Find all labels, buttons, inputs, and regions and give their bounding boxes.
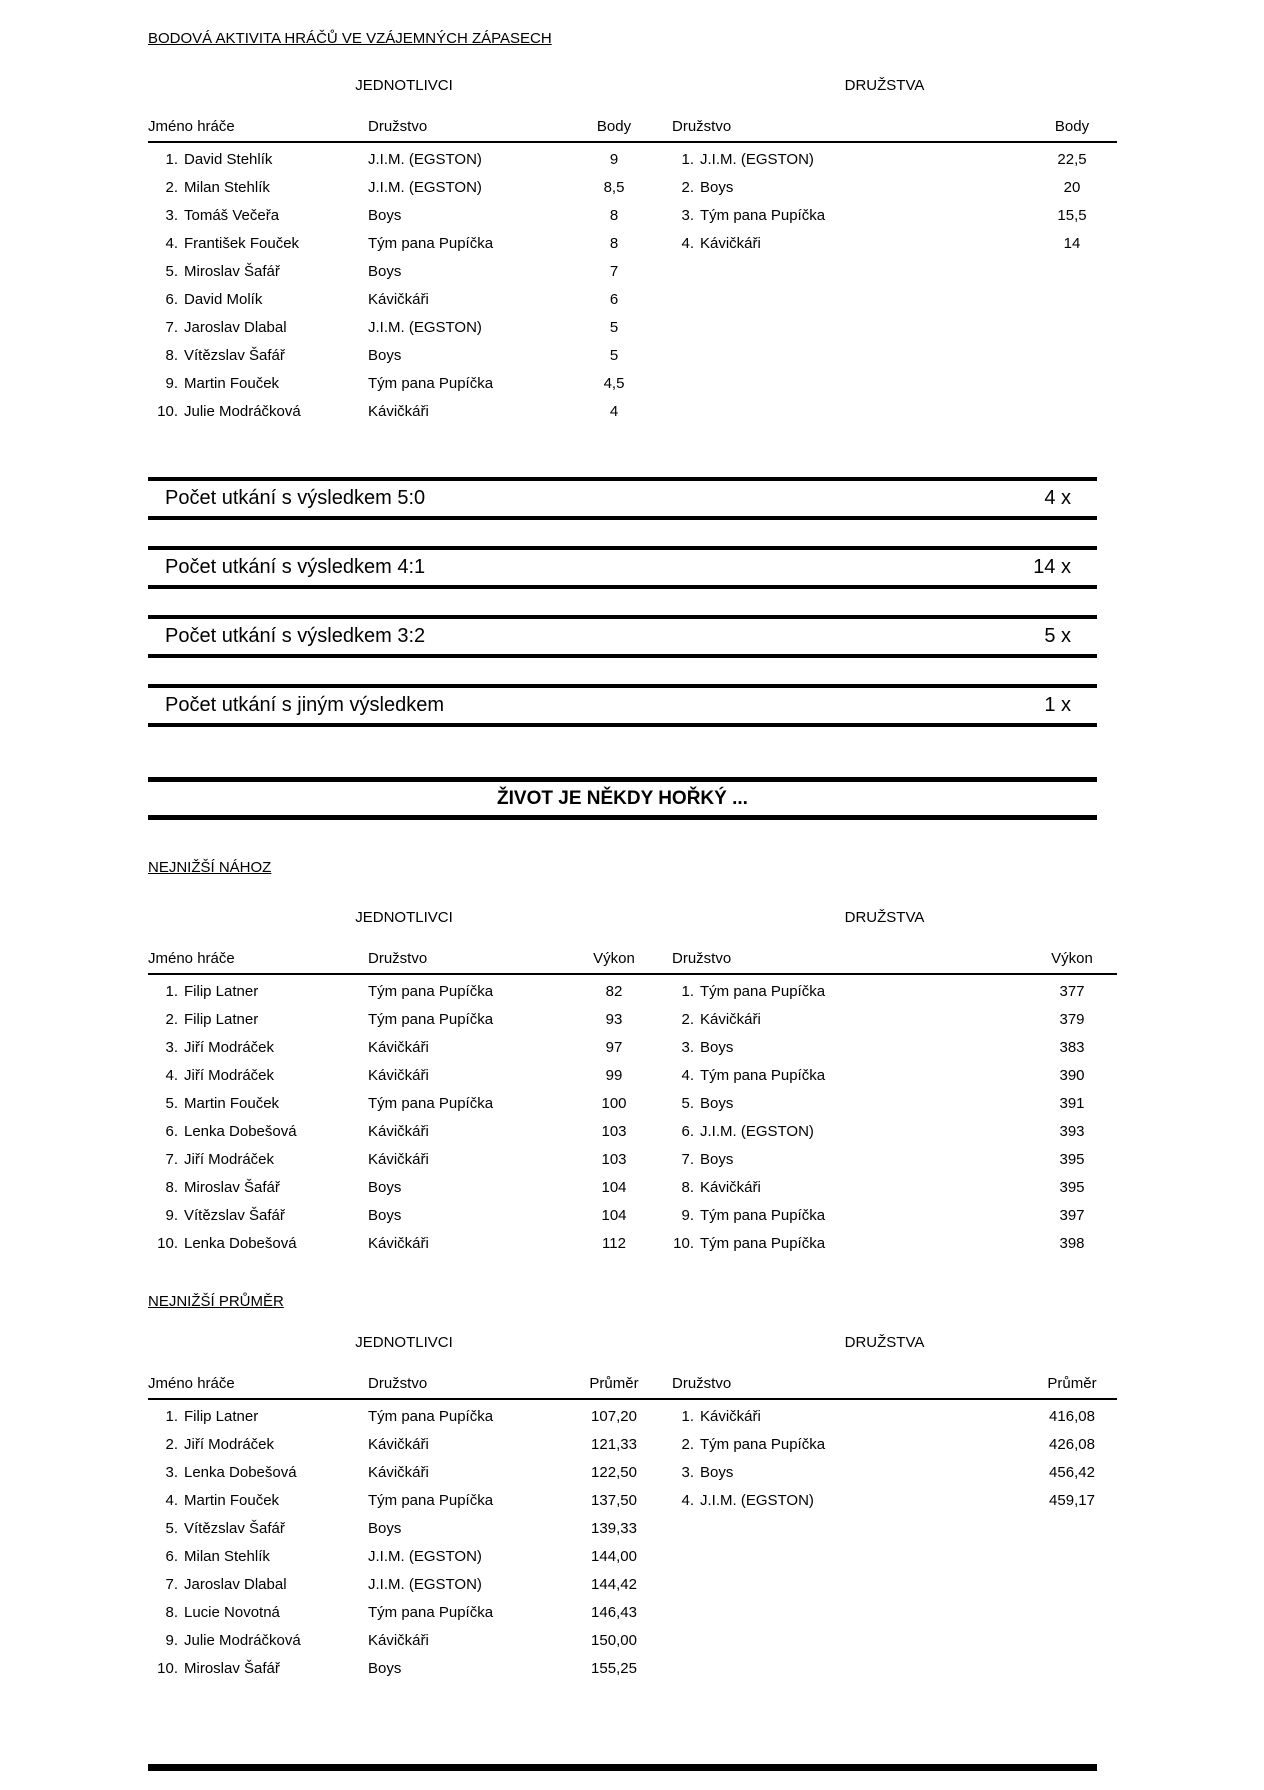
table-row	[672, 142, 1117, 174]
row-value: 6	[609, 291, 619, 308]
row-value: 8,5	[603, 179, 625, 196]
individuals-title: JEDNOTLIVCI	[355, 1334, 453, 1351]
table-header-row	[672, 118, 1117, 142]
row-rank: 7.	[165, 319, 178, 336]
row-value: 100	[601, 1095, 627, 1112]
table-row	[148, 1627, 690, 1655]
row-rank: 9.	[681, 1207, 694, 1224]
team-name: Boys	[368, 207, 402, 224]
table-row	[672, 202, 1117, 230]
team-name: Tým pana Pupíčka	[368, 1011, 494, 1028]
row-value: 22,5	[1057, 151, 1087, 168]
player-name: Filip Latner	[184, 983, 259, 1000]
table-row	[148, 1655, 690, 1683]
count-box-value: 1 x	[1044, 694, 1071, 716]
table-row	[672, 1062, 1117, 1090]
lowest-average-section	[148, 1333, 1097, 1683]
table-row	[148, 1571, 690, 1599]
team-name: Tým pana Pupíčka	[700, 207, 826, 224]
row-value: 99	[605, 1067, 623, 1084]
count-box-value: 4 x	[1044, 487, 1071, 509]
table-row	[672, 1006, 1117, 1034]
row-value: 5	[609, 319, 619, 336]
team-col-header: Družstvo	[368, 950, 568, 974]
row-value: 112	[602, 1235, 626, 1252]
row-value: 459,17	[1049, 1492, 1095, 1509]
player-name: Jiří Modráček	[184, 1151, 275, 1168]
throw-teams-block	[672, 908, 1097, 1258]
row-rank: 4.	[165, 235, 178, 252]
count-box-label: Počet utkání s jiným výsledkem	[165, 694, 444, 716]
count-box-label: Počet utkání s výsledkem 4:1	[165, 556, 426, 578]
player-name: Milan Stehlík	[184, 179, 270, 196]
player-name: Tomáš Večeřa	[184, 207, 280, 224]
points-teams-table	[672, 118, 1117, 258]
team-name: Tým pana Pupíčka	[368, 1492, 494, 1509]
table-row	[672, 1202, 1117, 1230]
heading-lowest-throw: NEJNIŽŠÍ NÁHOZ	[148, 859, 272, 876]
row-rank: 2.	[165, 179, 178, 196]
team-name: Tým pana Pupíčka	[700, 1067, 826, 1084]
average-teams-block	[672, 1333, 1097, 1515]
page-title: BODOVÁ AKTIVITA HRÁČŮ VE VZÁJEMNÝCH ZÁPASECH	[148, 30, 552, 47]
count-box	[148, 615, 1097, 658]
row-value: 8	[609, 235, 619, 252]
player-name: Lucie Novotná	[184, 1604, 280, 1621]
team-name: Boys	[368, 347, 402, 364]
table-row	[148, 1431, 690, 1459]
player-name: David Stehlík	[184, 151, 273, 168]
table-row	[148, 1174, 690, 1202]
row-rank: 3.	[681, 1464, 694, 1481]
points-col-header: Body	[568, 118, 690, 142]
row-rank: 4.	[681, 235, 694, 252]
points-individuals-table	[148, 118, 690, 426]
team-name: Kávičkáři	[368, 1464, 429, 1481]
row-rank: 1.	[165, 983, 178, 1000]
row-value: 379	[1059, 1011, 1085, 1028]
row-rank: 8.	[165, 347, 178, 364]
team-name: J.I.M. (EGSTON)	[700, 1123, 814, 1140]
row-rank: 10.	[157, 403, 178, 420]
row-rank: 2.	[165, 1436, 178, 1453]
table-row	[148, 1230, 690, 1258]
player-name: Miroslav Šafář	[184, 263, 280, 280]
team-name: Tým pana Pupíčka	[368, 983, 494, 1000]
player-name: Vítězslav Šafář	[184, 1207, 285, 1224]
row-value: 150,00	[591, 1632, 637, 1649]
performance-col-header: Výkon	[568, 950, 690, 974]
throw-individuals-block	[148, 908, 660, 1258]
team-name: Kávičkáři	[368, 1039, 429, 1056]
team-name: Kávičkáři	[368, 1151, 429, 1168]
table-row	[148, 1599, 690, 1627]
row-value: 398	[1059, 1235, 1085, 1252]
row-value: 456,42	[1049, 1464, 1095, 1481]
points-individuals-block	[148, 76, 660, 426]
count-box	[148, 477, 1097, 520]
team-name: Kávičkáři	[368, 1123, 429, 1140]
row-rank: 4.	[165, 1492, 178, 1509]
player-name: Jiří Modráček	[184, 1039, 275, 1056]
row-value: 97	[605, 1039, 623, 1056]
table-row	[148, 342, 690, 370]
average-col-header: Průměr	[1007, 1375, 1117, 1399]
row-value: 144,00	[591, 1548, 637, 1565]
team-name: Tým pana Pupíčka	[700, 983, 826, 1000]
row-rank: 1.	[681, 1408, 694, 1425]
row-rank: 1.	[165, 1408, 178, 1425]
row-rank: 3.	[681, 1039, 694, 1056]
table-row	[148, 202, 690, 230]
team-name: Kávičkáři	[368, 403, 429, 420]
team-col-header: Družstvo	[672, 118, 1007, 142]
team-name: Kávičkáři	[368, 1067, 429, 1084]
row-rank: 7.	[165, 1576, 178, 1593]
row-value: 93	[605, 1011, 623, 1028]
row-value: 107,20	[591, 1408, 637, 1425]
table-header-row	[672, 1375, 1117, 1399]
team-name: Kávičkáři	[368, 1436, 429, 1453]
row-value: 103	[601, 1151, 627, 1168]
count-box	[148, 684, 1097, 727]
row-rank: 9.	[165, 375, 178, 392]
team-name: J.I.M. (EGSTON)	[700, 1492, 814, 1509]
player-name: Martin Fouček	[184, 1095, 280, 1112]
team-col-header: Družstvo	[672, 1375, 1007, 1399]
table-row	[148, 1062, 690, 1090]
row-value: 121,33	[591, 1436, 637, 1453]
row-value: 104	[601, 1179, 627, 1196]
team-name: Boys	[368, 1179, 402, 1196]
team-name: J.I.M. (EGSTON)	[368, 151, 482, 168]
row-rank: 9.	[165, 1632, 178, 1649]
table-header-row	[148, 118, 690, 142]
count-box-value: 5 x	[1044, 625, 1071, 647]
table-row	[148, 974, 690, 1006]
row-value: 377	[1059, 983, 1085, 1000]
row-value: 391	[1059, 1095, 1085, 1112]
table-row	[672, 1118, 1117, 1146]
row-rank: 5.	[165, 1095, 178, 1112]
count-box-label: Počet utkání s výsledkem 3:2	[165, 625, 426, 647]
team-name: Tým pana Pupíčka	[368, 235, 494, 252]
player-name: Vítězslav Šafář	[184, 347, 285, 364]
table-row	[672, 1399, 1117, 1431]
table-row	[672, 1090, 1117, 1118]
row-rank: 5.	[165, 1520, 178, 1537]
row-value: 144,42	[591, 1576, 637, 1593]
row-value: 20	[1063, 179, 1081, 196]
player-name: Jiří Modráček	[184, 1067, 275, 1084]
average-individuals-block	[148, 1333, 660, 1683]
player-name: Lenka Dobešová	[184, 1464, 297, 1481]
row-rank: 10.	[673, 1235, 694, 1252]
row-value: 7	[609, 263, 619, 280]
team-name: Boys	[368, 263, 402, 280]
row-rank: 3.	[681, 207, 694, 224]
table-row	[148, 1034, 690, 1062]
team-name: Kávičkáři	[700, 1011, 761, 1028]
row-value: 416,08	[1049, 1408, 1095, 1425]
table-row	[148, 1202, 690, 1230]
team-name: Boys	[700, 1151, 734, 1168]
individuals-title: JEDNOTLIVCI	[355, 909, 453, 926]
table-row	[148, 1399, 690, 1431]
row-value: 397	[1059, 1207, 1085, 1224]
team-name: Boys	[700, 1039, 734, 1056]
player-name: David Molík	[184, 291, 263, 308]
player-name: Jaroslav Dlabal	[184, 1576, 287, 1593]
banner-title: ŽIVOT JE NĚKDY HOŘKÝ ...	[497, 788, 748, 809]
player-col-header: Jméno hráče	[148, 1375, 368, 1399]
table-row	[672, 1230, 1117, 1258]
row-rank: 2.	[681, 1011, 694, 1028]
team-col-header: Družstvo	[672, 950, 1007, 974]
team-name: Tým pana Pupíčka	[368, 1604, 494, 1621]
performance-col-header: Výkon	[1007, 950, 1117, 974]
team-name: Kávičkáři	[368, 291, 429, 308]
row-rank: 2.	[681, 179, 694, 196]
row-value: 5	[609, 347, 619, 364]
table-row	[148, 1487, 690, 1515]
row-value: 9	[609, 151, 619, 168]
table-row	[672, 1459, 1117, 1487]
row-value: 139,33	[591, 1520, 637, 1537]
table-row	[148, 1459, 690, 1487]
row-rank: 2.	[165, 1011, 178, 1028]
table-row	[672, 1431, 1117, 1459]
table-row	[148, 1543, 690, 1571]
row-rank: 6.	[681, 1123, 694, 1140]
row-rank: 5.	[165, 263, 178, 280]
row-value: 393	[1059, 1123, 1085, 1140]
count-box-value: 14 x	[1033, 556, 1071, 578]
table-row	[148, 142, 690, 174]
team-name: Kávičkáři	[368, 1235, 429, 1252]
row-value: 395	[1059, 1179, 1085, 1196]
player-name: Julie Modráčková	[184, 403, 301, 420]
team-name: Tým pana Pupíčka	[368, 375, 494, 392]
heading-lowest-average: NEJNIŽŠÍ PRŮMĚR	[148, 1293, 284, 1310]
player-col-header: Jméno hráče	[148, 118, 368, 142]
table-row	[672, 1174, 1117, 1202]
team-name: Kávičkáři	[368, 1632, 429, 1649]
table-header-row	[148, 950, 690, 974]
row-value: 14	[1063, 235, 1081, 252]
team-name: Boys	[700, 1464, 734, 1481]
table-row	[672, 230, 1117, 258]
row-rank: 4.	[165, 1067, 178, 1084]
row-rank: 10.	[157, 1235, 178, 1252]
average-individuals-table	[148, 1375, 690, 1683]
row-value: 390	[1059, 1067, 1085, 1084]
team-name: Boys	[700, 1095, 734, 1112]
row-rank: 6.	[165, 1123, 178, 1140]
player-name: Miroslav Šafář	[184, 1179, 280, 1196]
team-name: Boys	[368, 1520, 402, 1537]
table-row	[672, 174, 1117, 202]
team-name: Tým pana Pupíčka	[700, 1436, 826, 1453]
table-row	[148, 1515, 690, 1543]
player-name: Martin Fouček	[184, 375, 280, 392]
team-name: J.I.M. (EGSTON)	[368, 1548, 482, 1565]
row-rank: 8.	[165, 1604, 178, 1621]
table-row	[672, 1146, 1117, 1174]
player-name: Jiří Modráček	[184, 1436, 275, 1453]
row-rank: 9.	[165, 1207, 178, 1224]
player-name: Jaroslav Dlabal	[184, 319, 287, 336]
match-result-counts	[148, 477, 1097, 753]
teams-title: DRUŽSTVA	[844, 1334, 925, 1351]
team-name: J.I.M. (EGSTON)	[368, 179, 482, 196]
row-value: 155,25	[591, 1660, 637, 1677]
table-row	[148, 230, 690, 258]
row-rank: 2.	[681, 1436, 694, 1453]
table-row	[148, 174, 690, 202]
row-rank: 7.	[681, 1151, 694, 1168]
row-value: 104	[601, 1207, 627, 1224]
row-rank: 1.	[165, 151, 178, 168]
team-name: J.I.M. (EGSTON)	[368, 319, 482, 336]
bottom-rule	[148, 1764, 1097, 1771]
player-name: Lenka Dobešová	[184, 1235, 297, 1252]
row-value: 137,50	[591, 1492, 637, 1509]
player-name: Filip Latner	[184, 1011, 259, 1028]
table-row	[148, 258, 690, 286]
team-name: Tým pana Pupíčka	[368, 1095, 494, 1112]
table-row	[148, 1146, 690, 1174]
table-row	[672, 1487, 1117, 1515]
row-value: 383	[1059, 1039, 1085, 1056]
team-name: Boys	[368, 1660, 402, 1677]
table-row	[148, 398, 690, 426]
player-col-header: Jméno hráče	[148, 950, 368, 974]
count-box	[148, 546, 1097, 589]
team-name: Boys	[368, 1207, 402, 1224]
table-header-row	[148, 1375, 690, 1399]
average-teams-table	[672, 1375, 1117, 1515]
points-section	[148, 76, 1097, 426]
row-rank: 1.	[681, 983, 694, 1000]
player-name: Vítězslav Šafář	[184, 1520, 285, 1537]
player-name: Milan Stehlík	[184, 1548, 270, 1565]
row-value: 122,50	[591, 1464, 637, 1481]
team-name: Tým pana Pupíčka	[368, 1408, 494, 1425]
player-name: Miroslav Šafář	[184, 1660, 280, 1677]
row-rank: 8.	[165, 1179, 178, 1196]
row-rank: 1.	[681, 151, 694, 168]
row-value: 82	[605, 983, 623, 1000]
player-name: Julie Modráčková	[184, 1632, 301, 1649]
team-name: J.I.M. (EGSTON)	[700, 151, 814, 168]
team-name: Boys	[700, 179, 734, 196]
team-col-header: Družstvo	[368, 118, 568, 142]
points-col-header: Body	[1007, 118, 1117, 142]
row-value: 395	[1059, 1151, 1085, 1168]
team-name: J.I.M. (EGSTON)	[368, 1576, 482, 1593]
row-value: 146,43	[591, 1604, 637, 1621]
banner	[148, 777, 1097, 820]
row-rank: 10.	[157, 1660, 178, 1677]
points-teams-block	[672, 76, 1097, 258]
player-name: František Fouček	[184, 235, 300, 252]
individuals-title: JEDNOTLIVCI	[355, 77, 453, 94]
team-name: Kávičkáři	[700, 1179, 761, 1196]
row-value: 15,5	[1057, 207, 1087, 224]
teams-title: DRUŽSTVA	[844, 77, 925, 94]
row-rank: 4.	[681, 1492, 694, 1509]
row-rank: 4.	[681, 1067, 694, 1084]
teams-title: DRUŽSTVA	[844, 909, 925, 926]
row-rank: 7.	[165, 1151, 178, 1168]
row-value: 103	[601, 1123, 627, 1140]
average-col-header: Průměr	[568, 1375, 690, 1399]
row-value: 4	[609, 403, 619, 420]
team-col-header: Družstvo	[368, 1375, 568, 1399]
row-rank: 3.	[165, 1039, 178, 1056]
throw-individuals-table	[148, 950, 690, 1258]
row-value: 8	[609, 207, 619, 224]
row-rank: 6.	[165, 1548, 178, 1565]
table-row	[148, 1006, 690, 1034]
lowest-throw-section	[148, 908, 1097, 1258]
table-row	[672, 1034, 1117, 1062]
player-name: Filip Latner	[184, 1408, 259, 1425]
count-box-label: Počet utkání s výsledkem 5:0	[165, 487, 426, 509]
row-value: 4,5	[603, 375, 625, 392]
table-row	[148, 286, 690, 314]
table-row	[148, 314, 690, 342]
team-name: Tým pana Pupíčka	[700, 1207, 826, 1224]
row-rank: 3.	[165, 207, 178, 224]
table-row	[148, 370, 690, 398]
table-row	[148, 1118, 690, 1146]
player-name: Martin Fouček	[184, 1492, 280, 1509]
team-name: Kávičkáři	[700, 235, 761, 252]
table-row	[672, 974, 1117, 1006]
row-rank: 8.	[681, 1179, 694, 1196]
row-rank: 6.	[165, 291, 178, 308]
player-name: Lenka Dobešová	[184, 1123, 297, 1140]
row-rank: 3.	[165, 1464, 178, 1481]
row-rank: 5.	[681, 1095, 694, 1112]
team-name: Tým pana Pupíčka	[700, 1235, 826, 1252]
row-value: 426,08	[1049, 1436, 1095, 1453]
table-header-row	[672, 950, 1117, 974]
team-name: Kávičkáři	[700, 1408, 761, 1425]
throw-teams-table	[672, 950, 1117, 1258]
table-row	[148, 1090, 690, 1118]
